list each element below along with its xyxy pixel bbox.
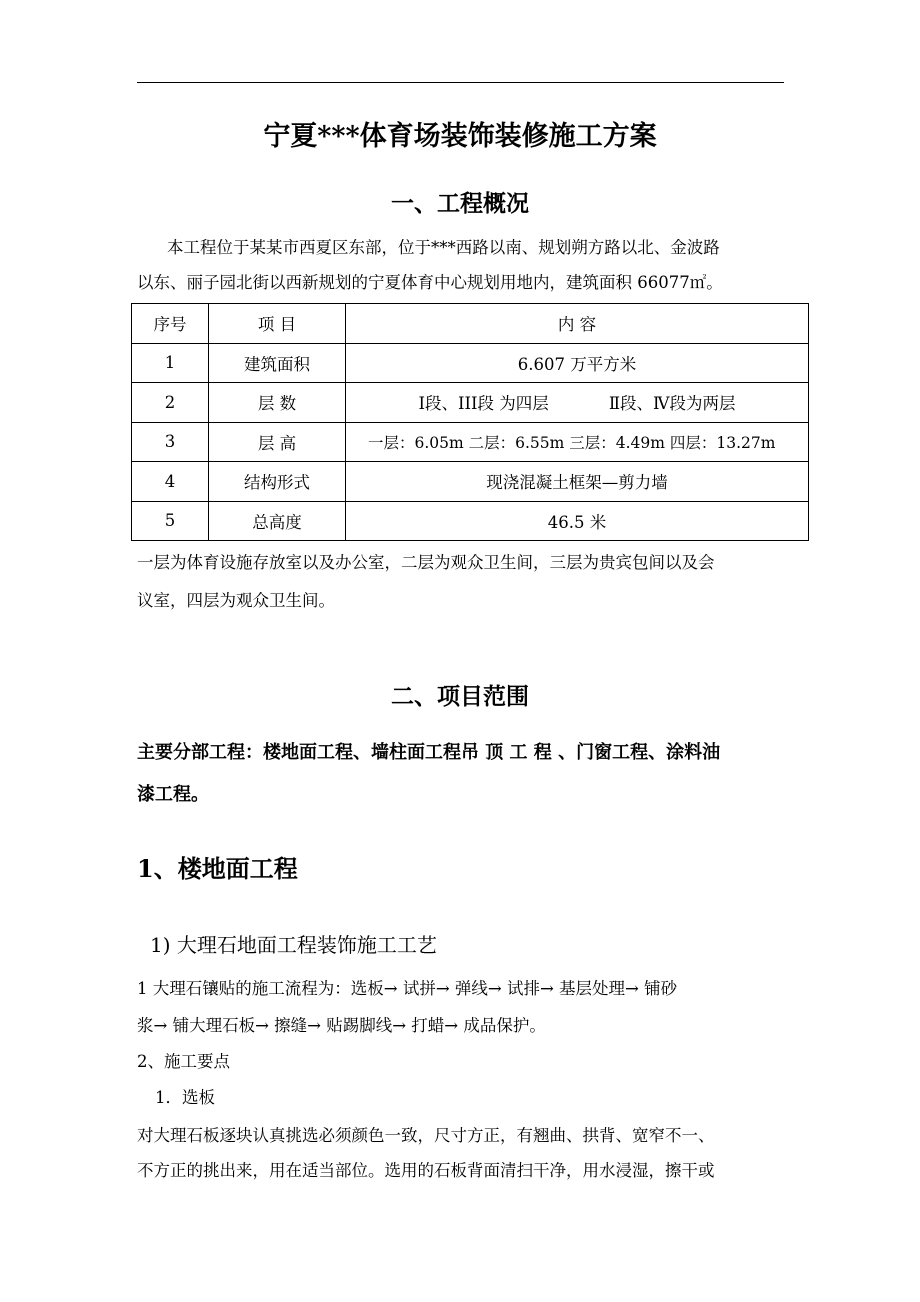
section-heading-scope: 二、项目范围	[391, 683, 529, 710]
subsection-heading-floor: 1、楼地面工程	[137, 854, 298, 883]
process-flow-line-1: 1 大理石镶贴的施工流程为：选板→ 试拼→ 弹线→ 试排→ 基层处理→ 铺砂	[137, 979, 678, 998]
table-cell-item: 层 数	[209, 383, 346, 423]
table-cell-no: 3	[132, 422, 209, 462]
section-heading-overview: 一、工程概况	[391, 190, 529, 217]
table-cell-content	[346, 383, 809, 423]
table-header-cell: 内 容	[346, 304, 809, 344]
table-row	[132, 422, 809, 462]
table-cell-no: 4	[132, 462, 209, 502]
table-row	[132, 462, 809, 502]
table-header-cell: 项 目	[209, 304, 346, 344]
header-rule	[137, 82, 784, 83]
intro-line-2: 以东、丽子园北街以西新规划的宁夏体育中心规划用地内，建筑面积 66077㎡。	[137, 273, 723, 292]
table-row	[132, 501, 809, 541]
subsubsection-heading-marble: 1) 大理石地面工程装饰施工工艺	[150, 933, 437, 957]
table-header-row	[132, 304, 809, 344]
table-cell-no: 1	[132, 343, 209, 383]
floor-usage-line-2: 议室，四层为观众卫生间。	[137, 591, 335, 610]
table-cell-no: 5	[132, 501, 209, 541]
table-cell-content: 6.607 万平方米	[346, 343, 809, 383]
floor-usage-line-1: 一层为体育设施存放室以及办公室，二层为观众卫生间，三层为贵宾包间以及会	[137, 553, 715, 572]
scope-line-1: 主要分部工程：楼地面工程、墙柱面工程吊 顶 工 程 、门窗工程、涂料油	[137, 742, 721, 763]
table-cell-item: 结构形式	[209, 462, 346, 502]
table-cell-content: 现浇混凝土框架—剪力墙	[346, 462, 809, 502]
floors-segment-b: Ⅱ段、Ⅳ段为两层	[608, 394, 736, 414]
table-row	[132, 343, 809, 383]
table-cell-item: 总高度	[209, 501, 346, 541]
point-1-line-2: 不方正的挑出来，用在适当部位。选用的石板背面清扫干净，用水浸湿，擦干或	[137, 1161, 715, 1180]
point-1-heading: 1．选板	[155, 1088, 215, 1107]
table-cell-item: 层 高	[209, 422, 346, 462]
process-flow-line-2: 浆→ 铺大理石板→ 擦缝→ 贴踢脚线→ 打蜡→ 成品保护。	[137, 1016, 546, 1035]
document-title: 宁夏***体育场装饰装修施工方案	[263, 121, 657, 152]
intro-line-1: 本工程位于某某市西夏区东部，位于***西路以南、规划朔方路以北、金波路	[167, 238, 720, 257]
table-cell-content: 46.5 米	[346, 501, 809, 541]
project-summary-table	[131, 303, 809, 541]
table-row	[132, 383, 809, 423]
floors-segment-a: Ⅰ段、III段 为四层	[418, 394, 549, 414]
table-cell-no: 2	[132, 383, 209, 423]
points-heading: 2、施工要点	[137, 1052, 230, 1071]
table-header-cell: 序号	[132, 304, 209, 344]
scope-line-2: 漆工程。	[137, 784, 209, 805]
point-1-line-1: 对大理石板逐块认真挑选必须颜色一致，尺寸方正，有翘曲、拱背、宽窄不一、	[137, 1126, 715, 1145]
table-cell-content: 一层：6.05m 二层：6.55m 三层：4.49m 四层：13.27m	[346, 422, 809, 462]
table-cell-item: 建筑面积	[209, 343, 346, 383]
